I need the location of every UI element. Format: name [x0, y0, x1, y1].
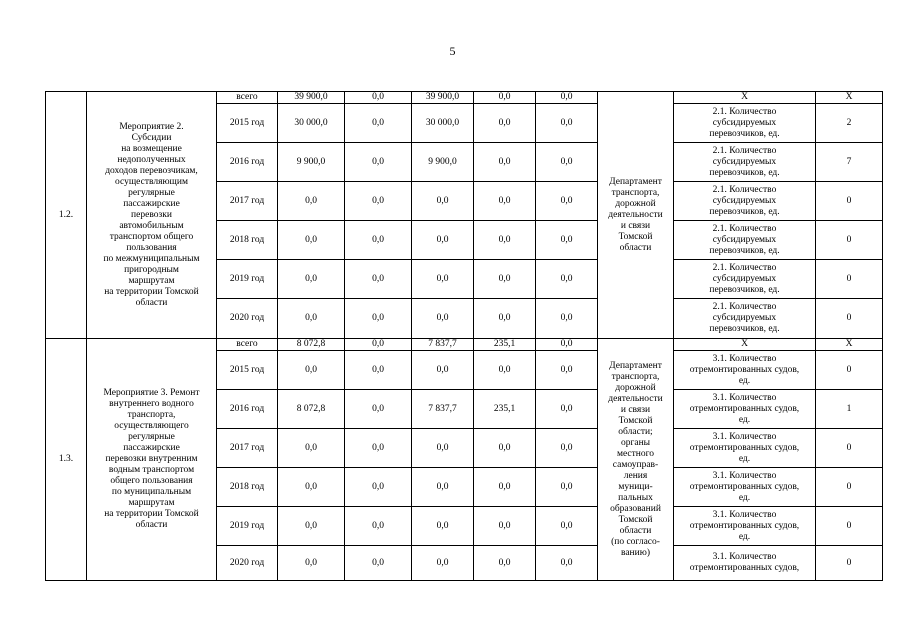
funding-cell: 0,0	[536, 143, 598, 182]
indicator-line: перевозчиков, ед.	[709, 167, 780, 178]
activity-name-line: Мероприятие 3. Ремонт	[103, 388, 200, 398]
indicator-line: 3.1. Количество	[712, 470, 777, 481]
indicator-line: ед.	[738, 414, 751, 425]
funding-cell: 0,0	[474, 299, 536, 339]
indicator-cell	[674, 351, 816, 390]
department-line: муници-	[618, 481, 653, 492]
department-line: Томской	[618, 231, 653, 242]
indicator-line: отремонтированных судов,	[689, 520, 800, 531]
funding-cell: 0,0	[474, 507, 536, 546]
funding-cell: 0,0	[412, 299, 474, 339]
indicator-line: 2.1. Количество	[712, 145, 777, 156]
department-line: ванию)	[620, 547, 650, 558]
activity-name-line: доходов перевозчикам,	[105, 165, 198, 176]
indicator-line: ед.	[738, 531, 751, 542]
department-line: транспорта,	[611, 187, 660, 198]
indicator-value: Х	[816, 339, 883, 351]
indicator-cell	[674, 390, 816, 429]
department-line: образований	[610, 503, 661, 514]
indicator-line: отремонтированных судов,	[689, 481, 800, 492]
funding-cell: 0,0	[474, 104, 536, 143]
department-line: самоуправ-	[612, 459, 659, 470]
funding-cell: 0,0	[536, 92, 598, 104]
year-cell: 2018 год	[217, 468, 278, 507]
indicator-value: 0	[816, 468, 883, 507]
funding-cell: 0,0	[536, 104, 598, 143]
department-line: и связи	[620, 220, 651, 231]
activity-name-line: на возмещение	[121, 143, 182, 154]
total-cell: 0,0	[278, 546, 345, 581]
indicator-line: ед.	[738, 492, 751, 503]
indicator-line: 3.1. Количество	[712, 431, 777, 442]
funding-cell: 0,0	[345, 339, 412, 351]
indicator-line: перевозчиков, ед.	[709, 245, 780, 256]
indicator-line: перевозчиков, ед.	[709, 206, 780, 217]
indicator-cell	[674, 468, 816, 507]
indicator-line: ед.	[738, 453, 751, 464]
department-line: Томской	[618, 415, 653, 426]
indicator-line: отремонтированных судов,	[689, 563, 800, 573]
indicator-line: Х	[741, 339, 748, 349]
department-line: деятельности	[608, 209, 663, 220]
year-cell: 2016 год	[217, 390, 278, 429]
department-line: местного	[616, 448, 655, 459]
indicator-cell	[674, 299, 816, 339]
funding-cell: 0,0	[345, 260, 412, 299]
activity-name-line: маршрутам	[128, 275, 175, 286]
year-cell: 2017 год	[217, 429, 278, 468]
indicator-line: отремонтированных судов,	[689, 403, 800, 414]
total-cell: 0,0	[278, 468, 345, 507]
total-cell: 9 900,0	[278, 143, 345, 182]
department-line: Департамент	[609, 176, 662, 187]
activity-name-line: внутреннего водного	[109, 399, 194, 409]
indicator-value: 0	[816, 351, 883, 390]
year-cell: 2016 год	[217, 143, 278, 182]
funding-cell: 0,0	[536, 546, 598, 581]
funding-cell: 9 900,0	[412, 143, 474, 182]
funding-cell: 0,0	[345, 143, 412, 182]
year-cell: 2019 год	[217, 507, 278, 546]
activity-name-line: Мероприятие 2.	[119, 121, 184, 132]
activity-name-line: общего пользования	[110, 476, 193, 486]
funding-cell: 0,0	[536, 351, 598, 390]
indicator-line: ед.	[738, 375, 751, 386]
indicator-value: 0	[816, 260, 883, 299]
year-cell: 2020 год	[217, 299, 278, 339]
department-line: дорожной	[615, 382, 656, 393]
activity-name-line: пригородным	[124, 264, 179, 275]
department-line: пальных	[618, 492, 653, 503]
department-line: Томской	[618, 514, 653, 525]
funding-cell: 0,0	[412, 468, 474, 507]
indicator-line: субсидируемых	[712, 234, 777, 245]
year-cell: 2017 год	[217, 182, 278, 221]
department-line: области;	[618, 426, 653, 437]
responsible-department	[598, 339, 674, 581]
indicator-line: субсидируемых	[712, 156, 777, 167]
funding-cell: 0,0	[474, 182, 536, 221]
indicator-cell	[674, 507, 816, 546]
indicator-cell	[674, 104, 816, 143]
year-cell: 2019 год	[217, 260, 278, 299]
funding-cell: 0,0	[536, 468, 598, 507]
funding-cell: 0,0	[345, 546, 412, 581]
section-number: 1.3.	[46, 339, 87, 581]
funding-cell: 7 837,7	[412, 339, 474, 351]
year-cell: всего	[217, 339, 278, 351]
funding-cell: 0,0	[474, 92, 536, 104]
activity-name-line: области	[135, 520, 168, 530]
activity-name-line: осуществляющего	[114, 421, 189, 431]
indicator-value: 0	[816, 299, 883, 339]
activity-name-line: пассажирские	[123, 198, 180, 209]
funding-cell: 30 000,0	[412, 104, 474, 143]
indicator-value: 0	[816, 546, 883, 581]
indicator-line: 2.1. Количество	[712, 106, 777, 117]
funding-cell: 0,0	[345, 221, 412, 260]
section-number: 1.2.	[46, 92, 87, 339]
total-cell: 0,0	[278, 260, 345, 299]
indicator-cell	[674, 546, 816, 581]
total-cell: 0,0	[278, 299, 345, 339]
indicator-line: перевозчиков, ед.	[709, 284, 780, 295]
funding-cell: 0,0	[345, 104, 412, 143]
total-cell: 0,0	[278, 182, 345, 221]
total-cell: 0,0	[278, 429, 345, 468]
activity-name-line: области	[135, 297, 168, 308]
total-cell: 0,0	[278, 507, 345, 546]
program-activities-table	[45, 91, 883, 581]
funding-cell: 0,0	[412, 182, 474, 221]
activity-name-line: пассажирские	[123, 443, 180, 453]
funding-cell: 235,1	[474, 339, 536, 351]
indicator-line: 2.1. Количество	[712, 262, 777, 273]
activity-name	[87, 339, 217, 581]
department-line: транспорта,	[611, 371, 660, 382]
responsible-department	[598, 92, 674, 339]
indicator-value: 7	[816, 143, 883, 182]
funding-cell: 0,0	[536, 339, 598, 351]
activity-name-line: недополученных	[117, 154, 186, 165]
indicator-line: 2.1. Количество	[712, 302, 777, 312]
activity-name-line: водным транспортом	[108, 465, 195, 475]
department-line: деятельности	[608, 393, 663, 404]
funding-cell: 0,0	[536, 221, 598, 260]
funding-cell: 0,0	[345, 468, 412, 507]
funding-cell: 235,1	[474, 390, 536, 429]
activity-name-line: транспортом общего	[109, 231, 194, 242]
indicator-line: 3.1. Количество	[712, 392, 777, 403]
table-row	[46, 339, 883, 351]
indicator-cell	[674, 92, 816, 104]
department-line: Департамент	[609, 360, 662, 371]
indicator-line: субсидируемых	[712, 313, 777, 323]
indicator-cell	[674, 221, 816, 260]
funding-cell: 0,0	[536, 260, 598, 299]
funding-cell: 0,0	[474, 143, 536, 182]
funding-cell: 39 900,0	[412, 92, 474, 104]
indicator-line: субсидируемых	[712, 117, 777, 128]
indicator-value: 1	[816, 390, 883, 429]
page-number: 5	[449, 44, 456, 58]
total-cell: 39 900,0	[278, 92, 345, 104]
activity-name-line: осуществляющим	[115, 176, 188, 187]
funding-cell: 0,0	[474, 546, 536, 581]
indicator-value: 0	[816, 221, 883, 260]
activity-name-line: на территории Томской	[104, 509, 199, 519]
funding-cell: 0,0	[474, 351, 536, 390]
funding-cell: 0,0	[412, 351, 474, 390]
indicator-line: 3.1. Количество	[712, 353, 777, 364]
funding-cell: 0,0	[412, 507, 474, 546]
funding-cell: 0,0	[536, 299, 598, 339]
funding-cell: 0,0	[412, 260, 474, 299]
activity-name-line: на территории Томской	[104, 286, 199, 297]
indicator-value: 0	[816, 182, 883, 221]
funding-cell: 0,0	[474, 429, 536, 468]
indicator-line: перевозчиков, ед.	[709, 324, 780, 334]
year-cell: 2020 год	[217, 546, 278, 581]
year-cell: всего	[217, 92, 278, 104]
funding-cell: 0,0	[536, 390, 598, 429]
activity-name-line: пользования	[126, 242, 177, 253]
indicator-cell	[674, 429, 816, 468]
funding-cell: 0,0	[536, 507, 598, 546]
indicator-line: отремонтированных судов,	[689, 364, 800, 375]
indicator-line: отремонтированных судов,	[689, 442, 800, 453]
year-cell: 2018 год	[217, 221, 278, 260]
activity-name-line: маршрутам	[128, 498, 175, 508]
activity-name-line: транспорта,	[127, 410, 176, 420]
year-cell: 2015 год	[217, 104, 278, 143]
funding-cell: 0,0	[474, 221, 536, 260]
funding-cell: 0,0	[345, 429, 412, 468]
funding-cell: 0,0	[412, 221, 474, 260]
activity-name-line: регулярные	[128, 187, 175, 198]
indicator-value: 0	[816, 429, 883, 468]
activity-name-line: Субсидии	[131, 132, 172, 143]
year-cell: 2015 год	[217, 351, 278, 390]
indicator-cell	[674, 182, 816, 221]
funding-cell: 0,0	[474, 260, 536, 299]
indicator-line: 3.1. Количество	[712, 552, 777, 562]
indicator-value: 0	[816, 507, 883, 546]
indicator-cell	[674, 339, 816, 351]
indicator-value: 2	[816, 104, 883, 143]
activity-name-line: по муниципальным	[111, 487, 192, 497]
department-line: органы	[620, 437, 651, 448]
total-cell: 30 000,0	[278, 104, 345, 143]
total-cell: 0,0	[278, 351, 345, 390]
funding-cell: 0,0	[536, 429, 598, 468]
indicator-line: субсидируемых	[712, 273, 777, 284]
funding-cell: 0,0	[345, 351, 412, 390]
funding-cell: 0,0	[345, 182, 412, 221]
activity-name-line: перевозки	[131, 209, 172, 220]
indicator-line: Х	[741, 92, 748, 102]
department-line: дорожной	[615, 198, 656, 209]
funding-cell: 0,0	[474, 468, 536, 507]
indicator-line: перевозчиков, ед.	[709, 128, 780, 139]
activity-name-line: регулярные	[128, 432, 175, 442]
total-cell: 0,0	[278, 221, 345, 260]
total-cell: 8 072,8	[278, 339, 345, 351]
indicator-value: Х	[816, 92, 883, 104]
department-line: (по согласо-	[611, 536, 660, 547]
department-line: ления	[623, 470, 648, 481]
indicator-line: 2.1. Количество	[712, 184, 777, 195]
indicator-line: субсидируемых	[712, 195, 777, 206]
activity-name	[87, 92, 217, 339]
department-line: области	[619, 525, 652, 536]
indicator-line: 3.1. Количество	[712, 509, 777, 520]
total-cell: 8 072,8	[278, 390, 345, 429]
table-row	[46, 92, 883, 104]
activity-name-line: автомобильным	[119, 220, 184, 231]
indicator-line: 2.1. Количество	[712, 223, 777, 234]
funding-cell: 0,0	[412, 429, 474, 468]
department-line: и связи	[620, 404, 651, 415]
funding-cell: 0,0	[345, 92, 412, 104]
indicator-cell	[674, 143, 816, 182]
funding-cell: 0,0	[412, 546, 474, 581]
funding-cell: 7 837,7	[412, 390, 474, 429]
activity-name-line: перевозки внутренним	[105, 454, 198, 464]
funding-cell: 0,0	[345, 507, 412, 546]
funding-cell: 0,0	[345, 390, 412, 429]
indicator-cell	[674, 260, 816, 299]
funding-cell: 0,0	[536, 182, 598, 221]
department-line: области	[619, 242, 652, 253]
funding-cell: 0,0	[345, 299, 412, 339]
activity-name-line: по межмуниципальным	[103, 253, 200, 264]
